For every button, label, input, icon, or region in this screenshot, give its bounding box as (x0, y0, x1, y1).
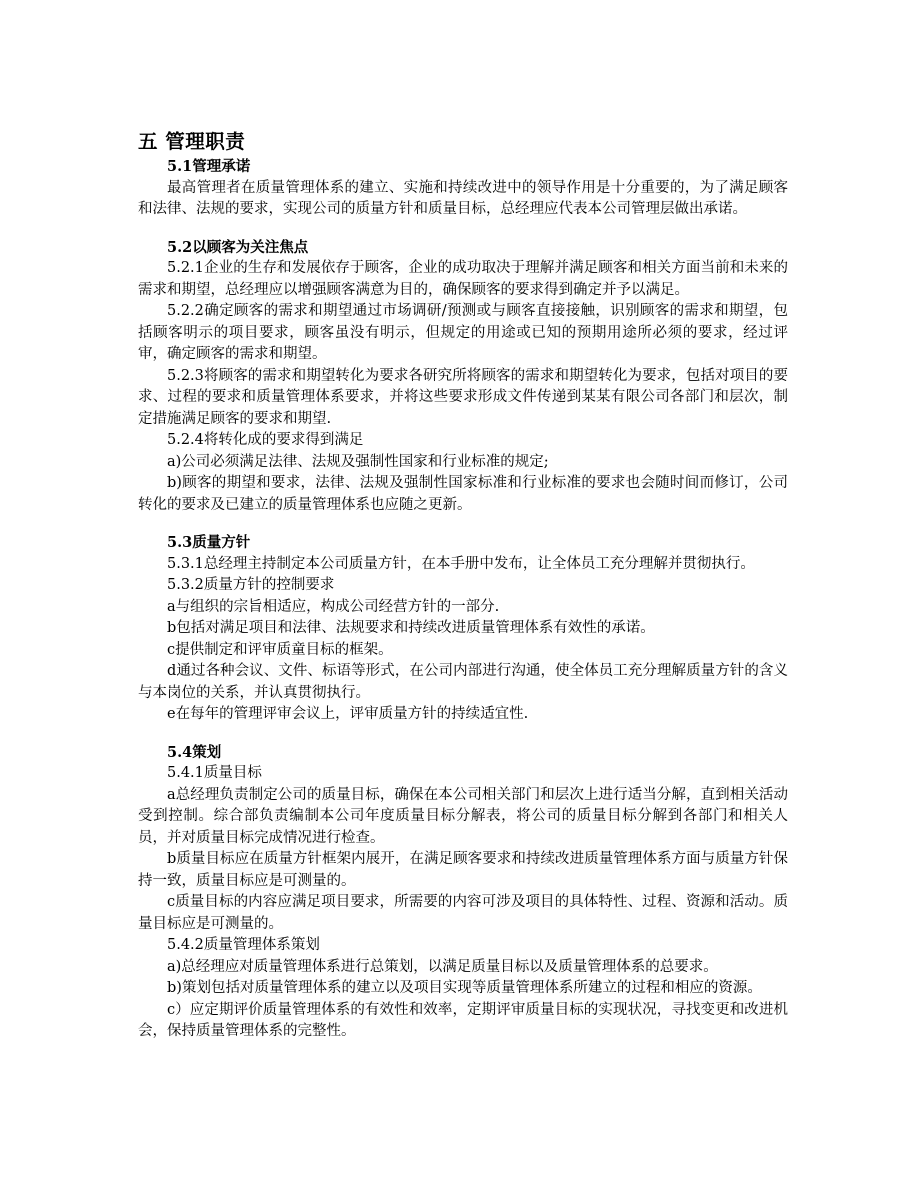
paragraph: a总经理负责制定公司的质量目标，确保在本公司相关部门和层次上进行适当分解，直到相关活动受到控制。综合部负责编制本公司年度质量目标分解表，将公司的质量目标分解到各部门和相关人员，并对质量目标完成情况进行检查。 (138, 786, 788, 846)
paragraph: 最高管理者在质量管理体系的建立、实施和持续改进中的领导作用是十分重要的，为了满足顾客和法律、法规的要求，实现公司的质量方针和质量目标，总经理应代表本公司管理层做出承诺。 (138, 179, 788, 217)
section-heading: 5.4策划 (167, 743, 222, 761)
paragraph: a与组织的宗旨相适应，构成公司经营方针的一部分. (167, 598, 500, 615)
paragraph: 5.3.1总经理主持制定本公司质量方针，在本手册中发布，让全体员工充分理解并贯彻执行。 (167, 555, 755, 572)
chapter-title: 五 管理职责 (138, 130, 246, 153)
paragraph: c质量目标的内容应满足项目要求，所需要的内容可涉及项目的具体特性、过程、资源和活动。质量目标应是可测量的。 (138, 894, 788, 932)
paragraph: c提供制定和评审质童目标的框架。 (167, 641, 393, 658)
section-heading: 5.2以顾客为关注焦点 (167, 238, 309, 256)
paragraph: 5.2.3将顾客的需求和期望转化为要求各研究所将顾客的需求和期望转化为要求，包括对项目的要求、过程的要求和质量管理体系要求，并将这些要求形成文件传递到某某有限公司各部门和层次，制定措施满足顾客的要求和期望. (138, 367, 788, 427)
section-5-2 (138, 237, 788, 517)
paragraph: b包括对满足项目和法律、法规要求和持续改进质量管理体系有效性的承诺。 (167, 620, 655, 636)
paragraph: e在每年的管理评审会议上，评审质量方针的持续适宜性. (167, 706, 529, 722)
paragraph: 5.2.4将转化成的要求得到满足 (167, 432, 364, 448)
paragraph: 5.2.1企业的生存和发展依存于顾客，企业的成功取决于理解并满足顾客和相关方面当前和未来的需求和期望，总经理应以增强顾客满意为目的，确保顾客的要求得到确定并予以满足。 (138, 260, 788, 298)
section-heading: 5.3质量方针 (167, 534, 251, 551)
section-5-3 (138, 532, 788, 726)
paragraph: a)公司必须满足法律、法规及强制性国家和行业标准的规定; (167, 453, 549, 470)
paragraph: 5.4.1质量目标 (167, 765, 262, 781)
paragraph: a)总经理应对质量管理体系进行总策划，以满足质量目标以及质量管理体系的总要求。 (167, 958, 718, 975)
paragraph: b质量目标应在质量方针框架内展开，在满足顾客要求和持续改进质量管理体系方面与质量方针保持一致，质量目标应是可测量的。 (138, 851, 788, 889)
section-5-1 (138, 156, 788, 221)
paragraph: c）应定期评价质量管理体系的有效性和效率，定期评审质量目标的实现状况，寻找变更和改进机会，保持质量管理体系的完整性。 (138, 1001, 788, 1039)
document-body (138, 128, 788, 1043)
paragraph: b)顾客的期望和要求，法律、法规及强制性国家标准和行业标准的要求也会随时间而修订，公司转化的要求及已建立的质量管理体系也应随之更新。 (138, 475, 788, 513)
paragraph: b)策划包括对质量管理体系的建立以及项目实现等质量管理体系所建立的过程和相应的资源。 (167, 980, 762, 996)
paragraph: 5.3.2质量方针的控制要求 (167, 577, 335, 593)
paragraph: 5.2.2确定顾客的需求和期望通过市场调研/预测或与顾客直接接触，识别顾客的需求和期望，包括顾客明示的项目要求，顾客虽没有明示，但规定的用途或已知的预期用途所必须的要求，经过评审，确定顾客的需求和期望。 (138, 303, 788, 362)
section-heading: 5.1管理承诺 (167, 158, 251, 175)
paragraph: d通过各种会议、文件、标语等形式，在公司内部进行沟通，使全体员工充分理解质量方针的含义与本岗位的关系，并认真贯彻执行。 (138, 663, 788, 701)
paragraph: 5.4.2质量管理体系策划 (167, 937, 320, 953)
section-5-4 (138, 742, 788, 1043)
